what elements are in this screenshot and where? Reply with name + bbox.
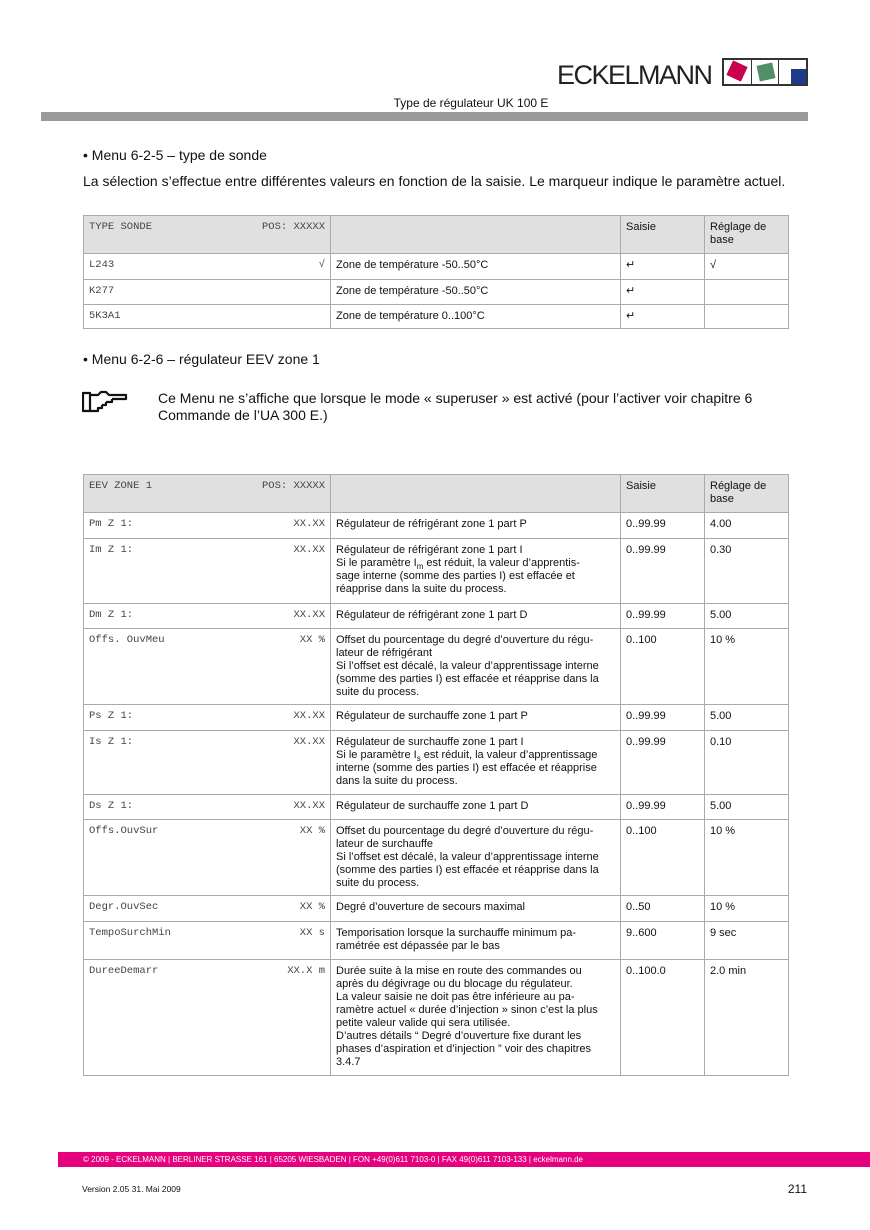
saisie-cell: 0..100.0 bbox=[621, 960, 705, 1076]
param-name: Degr.OuvSec bbox=[89, 901, 159, 913]
section2-heading bbox=[83, 351, 320, 367]
description-line bbox=[336, 647, 615, 660]
saisie-cell: 0..100 bbox=[621, 629, 705, 705]
document-title-text: Type de régulateur UK 100 E bbox=[393, 96, 549, 110]
param bbox=[89, 634, 325, 647]
description-line bbox=[336, 1017, 615, 1030]
saisie-cell: ↵ bbox=[621, 280, 705, 305]
header-pos: POS: XXXXX bbox=[261, 480, 325, 492]
description-text: Si le paramètre I bbox=[336, 557, 417, 569]
pointing-hand-icon bbox=[82, 389, 128, 415]
description-cell bbox=[331, 731, 621, 795]
description-text: petite valeur valide qui sera utilisée. bbox=[336, 1017, 511, 1029]
version-info: Version 2.05 31. Mai 2009 bbox=[82, 1184, 181, 1194]
description-line bbox=[336, 583, 615, 596]
param-cell bbox=[84, 539, 331, 604]
param-name: K277 bbox=[89, 285, 115, 297]
description-line bbox=[336, 864, 615, 877]
param-value: XX.XX bbox=[293, 736, 325, 748]
description-line bbox=[336, 259, 615, 272]
table-row bbox=[84, 960, 789, 1076]
saisie-cell: 0..99.99 bbox=[621, 604, 705, 629]
header-reglage: Réglage de base bbox=[705, 216, 789, 254]
description-text: (somme des parties I) est effacée et réapprise dans la bbox=[336, 673, 599, 685]
param-value: √ bbox=[318, 259, 325, 271]
saisie-cell: 0..99.99 bbox=[621, 705, 705, 731]
param-name: 5K3A1 bbox=[89, 310, 121, 322]
param-cell bbox=[84, 795, 331, 820]
reglage-cell: 5.00 bbox=[705, 705, 789, 731]
description-line bbox=[336, 660, 615, 673]
description-cell bbox=[331, 960, 621, 1076]
param bbox=[89, 285, 325, 298]
description-line bbox=[336, 673, 615, 686]
description-text: ramètre actuel « durée d’injection » sinon c’est la plus bbox=[336, 1004, 598, 1016]
param-name: DureeDemarr bbox=[89, 965, 159, 977]
param-cell bbox=[84, 604, 331, 629]
page-number: 211 bbox=[787, 1182, 807, 1196]
subscript: m bbox=[416, 562, 424, 572]
table-row bbox=[84, 795, 789, 820]
saisie-cell: 0..99.99 bbox=[621, 731, 705, 795]
param bbox=[89, 544, 325, 557]
reglage-cell: 0.30 bbox=[705, 539, 789, 604]
param bbox=[89, 825, 325, 838]
param bbox=[89, 965, 325, 978]
description-text: lateur de surchauffe bbox=[336, 838, 434, 850]
description-line bbox=[336, 1043, 615, 1056]
param-name: TempoSurchMin bbox=[89, 927, 171, 939]
description-line bbox=[336, 285, 615, 298]
description-line bbox=[336, 901, 615, 914]
param bbox=[89, 518, 325, 531]
header-param bbox=[89, 221, 325, 234]
superuser-note bbox=[158, 390, 752, 424]
table-row bbox=[84, 629, 789, 705]
description-text: ramétrée est dépassée par le bas bbox=[336, 940, 500, 952]
param-name: Offs.OuvSur bbox=[89, 825, 159, 837]
param bbox=[89, 710, 325, 723]
description-cell bbox=[331, 305, 621, 329]
param-value: XX s bbox=[299, 927, 325, 939]
table-row bbox=[84, 820, 789, 896]
description-text: interne (somme des parties I) est effacée et réapprise bbox=[336, 762, 597, 774]
reglage-cell: 9 sec bbox=[705, 922, 789, 960]
description-text: La valeur saisie ne doit pas être inférieure au pa- bbox=[336, 991, 575, 1003]
heading-text: Menu 6-2-6 – régulateur EEV zone 1 bbox=[91, 351, 320, 367]
table-row bbox=[84, 280, 789, 305]
description-text: Zone de température -50..50°C bbox=[336, 285, 489, 297]
param-value: XX.XX bbox=[293, 710, 325, 722]
table-row bbox=[84, 305, 789, 329]
description-text: 3.4.7 bbox=[336, 1056, 361, 1068]
header-name: EEV ZONE 1 bbox=[89, 480, 153, 492]
document-title bbox=[0, 96, 870, 110]
table-header-row bbox=[84, 475, 789, 513]
param-name: Im Z 1: bbox=[89, 544, 134, 556]
description-text: réapprise dans la suite du process. bbox=[336, 583, 507, 595]
description-line bbox=[336, 710, 615, 723]
description-cell bbox=[331, 896, 621, 922]
description-line bbox=[336, 310, 615, 323]
reglage-cell bbox=[705, 280, 789, 305]
saisie-cell: ↵ bbox=[621, 305, 705, 329]
description-text: Régulateur de surchauffe zone 1 part D bbox=[336, 800, 529, 812]
param-cell bbox=[84, 280, 331, 305]
param-name: L243 bbox=[89, 259, 115, 271]
description-text: Durée suite à la mise en route des commandes ou bbox=[336, 965, 582, 977]
description-text: Régulateur de surchauffe zone 1 part P bbox=[336, 710, 528, 722]
description-text: est réduit, la valeur d’apprentissage bbox=[420, 749, 598, 761]
description-line bbox=[336, 749, 615, 762]
description-line bbox=[336, 762, 615, 775]
param-name: Ds Z 1: bbox=[89, 800, 134, 812]
header-divider bbox=[41, 112, 808, 121]
param-cell bbox=[84, 820, 331, 896]
subscript: s bbox=[416, 754, 421, 764]
note-line: Ce Menu ne s’affiche que lorsque le mode « superuser » est activé (pour l’activer voir chapitre 6 bbox=[158, 390, 753, 406]
reglage-cell: 10 % bbox=[705, 896, 789, 922]
description-text: (somme des parties I) est effacée et réapprise dans la bbox=[336, 864, 599, 876]
note-line: Commande de l’UA 300 E.) bbox=[158, 407, 328, 423]
section1-heading bbox=[83, 147, 267, 163]
description-text: Si l’offset est décalé, la valeur d’apprentissage interne bbox=[336, 660, 599, 672]
description-line bbox=[336, 544, 615, 557]
footer-address-bar: © 2009 - ECKELMANN | BERLINER STRASSE 161 | 65205 WIESBADEN | FON +49(0)611 7103-0 | FAX 49(0)611 7103-133 | eckelmann.de bbox=[58, 1152, 870, 1167]
param-cell bbox=[84, 705, 331, 731]
param-cell bbox=[84, 922, 331, 960]
saisie-cell: 0..99.99 bbox=[621, 513, 705, 539]
description-text: Si le paramètre I bbox=[336, 749, 417, 761]
reglage-cell: 10 % bbox=[705, 629, 789, 705]
description-line bbox=[336, 927, 615, 940]
param-value: XX.XX bbox=[293, 518, 325, 530]
param-value: XX.XX bbox=[293, 800, 325, 812]
description-line bbox=[336, 877, 615, 890]
param-cell bbox=[84, 896, 331, 922]
description-text: Temporisation lorsque la surchauffe minimum pa- bbox=[336, 927, 577, 939]
reglage-cell: 10 % bbox=[705, 820, 789, 896]
description-text: lateur de réfrigérant bbox=[336, 647, 432, 659]
param-name: Ps Z 1: bbox=[89, 710, 134, 722]
reglage-cell: 5.00 bbox=[705, 604, 789, 629]
description-cell bbox=[331, 922, 621, 960]
description-text: phases d’aspiration et d’injection ” voir des chapitres bbox=[336, 1043, 591, 1055]
description-text: D’autres détails “ Degré d’ouverture fixe durant les bbox=[336, 1030, 582, 1042]
param-cell bbox=[84, 960, 331, 1076]
header-param-cell bbox=[84, 475, 331, 513]
param bbox=[89, 927, 325, 940]
description-cell bbox=[331, 705, 621, 731]
param-cell bbox=[84, 513, 331, 539]
description-text: Régulateur de réfrigérant zone 1 part I bbox=[336, 544, 523, 556]
param bbox=[89, 310, 325, 323]
description-line bbox=[336, 634, 615, 647]
reglage-cell: 2.0 min bbox=[705, 960, 789, 1076]
table-row bbox=[84, 731, 789, 795]
description-line bbox=[336, 1030, 615, 1043]
eckelmann-logo-text: ECKELMANN bbox=[557, 60, 712, 90]
param-cell bbox=[84, 254, 331, 280]
table-row bbox=[84, 539, 789, 604]
description-text: Degré d’ouverture de secours maximal bbox=[336, 901, 525, 913]
description-line bbox=[336, 991, 615, 1004]
param-name: Pm Z 1: bbox=[89, 518, 134, 530]
probe-type-table bbox=[83, 215, 789, 329]
description-cell bbox=[331, 254, 621, 280]
param-name: Dm Z 1: bbox=[89, 609, 134, 621]
description-line bbox=[336, 609, 615, 622]
description-cell bbox=[331, 280, 621, 305]
description-line bbox=[336, 775, 615, 788]
description-line bbox=[336, 736, 615, 749]
table-row bbox=[84, 254, 789, 280]
param-value: XX % bbox=[299, 634, 325, 646]
reglage-cell: 0.10 bbox=[705, 731, 789, 795]
description-text: suite du process. bbox=[336, 877, 420, 889]
header-pos: POS: XXXXX bbox=[261, 221, 325, 233]
header-saisie: Saisie bbox=[621, 475, 705, 513]
param-name: Offs. OuvMeu bbox=[89, 634, 165, 646]
saisie-cell: 0..100 bbox=[621, 820, 705, 896]
description-cell bbox=[331, 539, 621, 604]
description-text: Offset du pourcentage du degré d’ouverture du régu- bbox=[336, 634, 594, 646]
description-line bbox=[336, 1056, 615, 1069]
header-name: TYPE SONDE bbox=[89, 221, 153, 233]
reglage-cell bbox=[705, 305, 789, 329]
description-line bbox=[336, 1004, 615, 1017]
param-name: Is Z 1: bbox=[89, 736, 134, 748]
description-line bbox=[336, 838, 615, 851]
param-cell bbox=[84, 731, 331, 795]
description-cell bbox=[331, 604, 621, 629]
param bbox=[89, 901, 325, 914]
reglage-cell: 5.00 bbox=[705, 795, 789, 820]
description-text: Régulateur de réfrigérant zone 1 part P bbox=[336, 518, 527, 530]
param bbox=[89, 800, 325, 813]
description-text: Régulateur de surchauffe zone 1 part I bbox=[336, 736, 524, 748]
description-line bbox=[336, 557, 615, 570]
header-reglage: Réglage de base bbox=[705, 475, 789, 513]
param-value: XX.X m bbox=[287, 965, 325, 977]
header-description bbox=[331, 216, 621, 254]
description-cell bbox=[331, 513, 621, 539]
table-row bbox=[84, 604, 789, 629]
table-header-row bbox=[84, 216, 789, 254]
description-line bbox=[336, 570, 615, 583]
description-text: Zone de température -50..50°C bbox=[336, 259, 489, 271]
description-text: Si l’offset est décalé, la valeur d’apprentissage interne bbox=[336, 851, 599, 863]
eev-zone1-table bbox=[83, 474, 789, 1076]
param bbox=[89, 736, 325, 749]
param-value: XX % bbox=[299, 825, 325, 837]
description-line bbox=[336, 686, 615, 699]
description-line bbox=[336, 825, 615, 838]
description-text: Régulateur de réfrigérant zone 1 part D bbox=[336, 609, 528, 621]
description-text: sage interne (somme des parties I) est effacée et bbox=[336, 570, 575, 582]
saisie-cell: 0..50 bbox=[621, 896, 705, 922]
header-param-cell bbox=[84, 216, 331, 254]
description-text: dans la suite du process. bbox=[336, 775, 458, 787]
heading-text: Menu 6-2-5 – type de sonde bbox=[91, 147, 267, 163]
param bbox=[89, 609, 325, 622]
saisie-cell: 9..600 bbox=[621, 922, 705, 960]
bullet: • bbox=[83, 351, 88, 367]
description-text: après du dégivrage ou du blocage du régulateur. bbox=[336, 978, 573, 990]
description-text: Zone de température 0..100°C bbox=[336, 310, 485, 322]
reglage-cell: √ bbox=[705, 254, 789, 280]
description-text: est réduit, la valeur d’apprentis- bbox=[423, 557, 580, 569]
description-line bbox=[336, 518, 615, 531]
description-cell bbox=[331, 820, 621, 896]
section1-intro: La sélection s’effectue entre différentes valeurs en fonction de la saisie. Le marqueur indique le paramètre actuel. bbox=[83, 173, 786, 189]
description-line bbox=[336, 851, 615, 864]
param-value: XX % bbox=[299, 901, 325, 913]
description-line bbox=[336, 965, 615, 978]
param bbox=[89, 259, 325, 272]
param-value: XX.XX bbox=[293, 544, 325, 556]
param-cell bbox=[84, 305, 331, 329]
header-param bbox=[89, 480, 325, 493]
reglage-cell: 4.00 bbox=[705, 513, 789, 539]
param-value: XX.XX bbox=[293, 609, 325, 621]
description-line bbox=[336, 800, 615, 813]
saisie-cell: 0..99.99 bbox=[621, 795, 705, 820]
description-cell bbox=[331, 629, 621, 705]
table-row bbox=[84, 896, 789, 922]
bullet: • bbox=[83, 147, 88, 163]
table-row bbox=[84, 513, 789, 539]
saisie-cell: 0..99.99 bbox=[621, 539, 705, 604]
description-line bbox=[336, 978, 615, 991]
description-cell bbox=[331, 795, 621, 820]
description-text: suite du process. bbox=[336, 686, 420, 698]
param-cell bbox=[84, 629, 331, 705]
table-row bbox=[84, 705, 789, 731]
saisie-cell: ↵ bbox=[621, 254, 705, 280]
eckelmann-logo-icon bbox=[722, 58, 808, 86]
table-row bbox=[84, 922, 789, 960]
description-line bbox=[336, 940, 615, 953]
description-text: Offset du pourcentage du degré d’ouverture du régu- bbox=[336, 825, 594, 837]
header-description bbox=[331, 475, 621, 513]
header-saisie: Saisie bbox=[621, 216, 705, 254]
